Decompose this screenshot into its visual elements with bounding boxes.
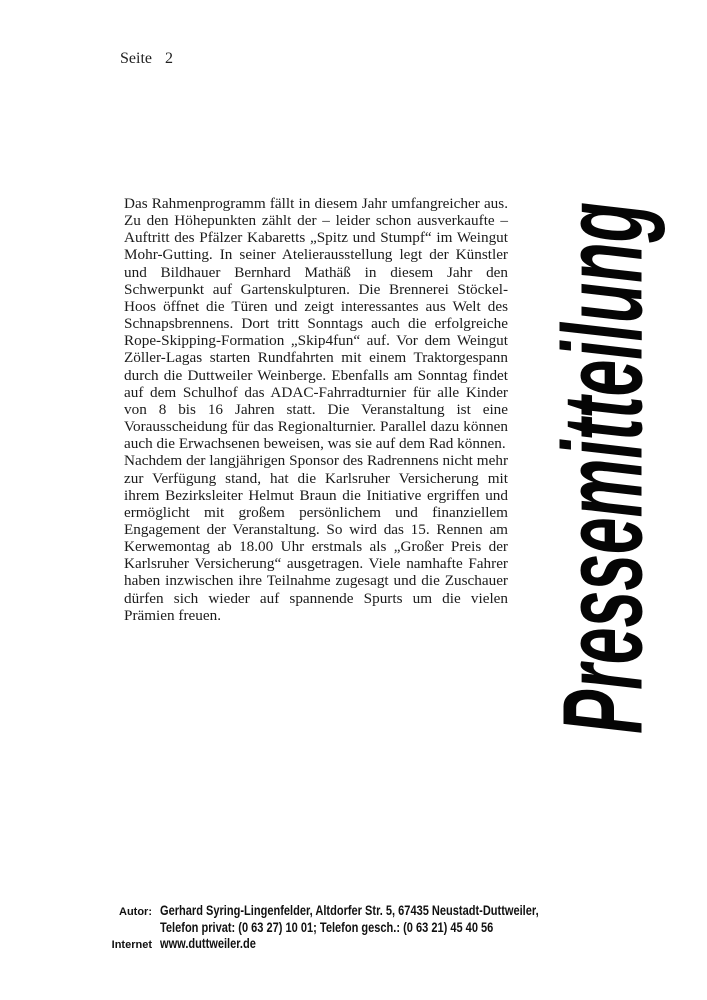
press-release-body: [124, 195, 508, 624]
page-number: 2: [165, 50, 173, 67]
page-label: Seite: [120, 50, 152, 67]
page-header: [120, 50, 173, 68]
author-phone-line: Telefon privat: (0 63 27) 10 01; Telefon gesch.: (0 63 21) 45 40 56: [160, 920, 494, 935]
body-paragraph: Das Rahmenprogramm fällt in diesem Jahr umfangreicher aus. Zu den Höhepunkten zählt der – leider schon ausverkaufte –Auftritt des Pfälzer Kabaretts „Spitz und Stumpf“ im Weingut Mohr-Gutting. In seiner Atelierausstellung legt der Künstler und Bildhauer Bernhard Mathäß in diesem Jahr den Schwerpunkt auf Gartenskulpturen. Die Brennerei Stöckel-Hoos öffnet die Türen und zeigt interessantes aus Welt des Schnapsbrennens. Dort tritt Sonntags auch die erfolgreiche Rope-Skipping-Formation „Skip4fun“ auf. Vor dem Weingut Zöller-Lagas starten Rundfahrten mit einem Traktorgespann durch die Duttweiler Weinberge. Ebenfalls am Sonntag findet auf dem Schulhof das ADAC-Fahrradturnier für alle Kinder von 8 bis 16 Jahren statt. Die Veranstaltung ist eine Vorausscheidung für das Regionalturnier. Parallel dazu können auch die Erwachsenen beweisen, was sie auf dem Rad können.: [124, 195, 508, 453]
website-url: www.duttweiler.de: [160, 936, 256, 951]
body-paragraph: Nachdem der langjährigen Sponsor des Radrennens nicht mehr zur Verfügung stand, hat die Karlsruher Versicherung mit ihrem Bezirksleiter Helmut Braun die Initiative ergriffen und ermöglicht mit großem persönlichem und finanziellem Engagement der Veranstaltung. So wird das 15. Rennen am Kerwemontag ab 18.00 Uhr erstmals als „Großer Preis der Karlsruher Versicherung“ ausgetragen. Viele namhafte Fahrer haben inzwischen ihre Teilnahme zugesagt und die Zuschauer dürfen sich wieder auf spannende Spurts um die vielen Prämien freuen.: [124, 452, 508, 624]
internet-label: Internet: [111, 939, 152, 951]
pressemitteilung-vertical-title: Pressemitteilung: [538, 202, 666, 734]
author-label: Autor:: [119, 906, 152, 918]
author-address-line: Gerhard Syring-Lingenfelder, Altdorfer Str. 5, 67435 Neustadt-Duttweiler,: [160, 903, 539, 918]
